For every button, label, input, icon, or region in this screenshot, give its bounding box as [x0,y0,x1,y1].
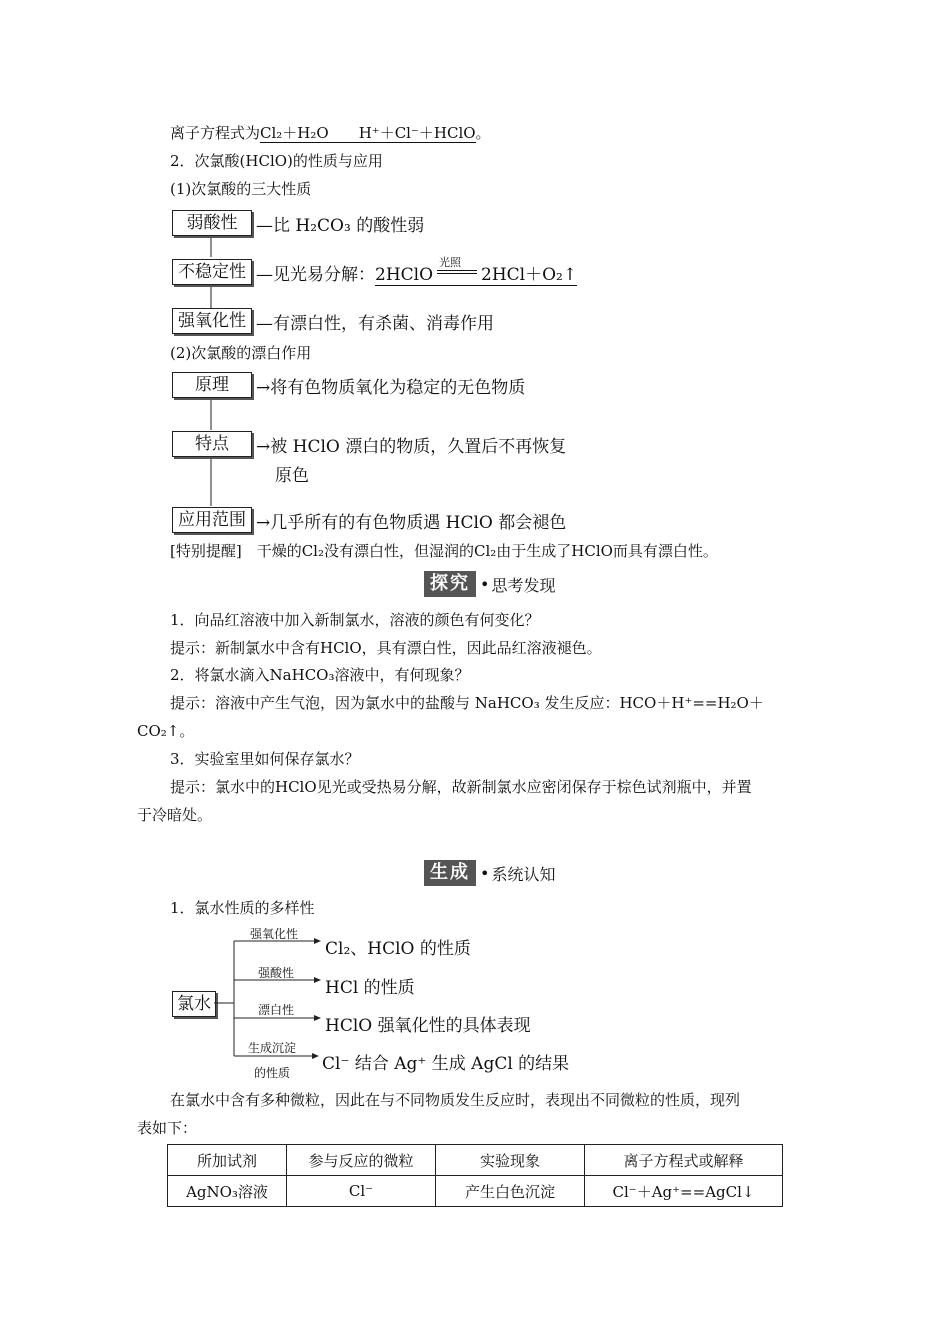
branch-label-oxidizing: 强氧化性 [250,927,299,941]
question-3: 3．实验室里如何保存氯水？ [170,750,360,768]
chlorine-water-center: 氯水 [172,991,216,1017]
property-text-unstable-line [256,256,578,285]
decomposition-equation: 2HClO 光照 2HCl＋O₂↑ [375,256,578,285]
branch-label-bleaching: 漂白性 [258,1003,295,1017]
explore-subtitle: 思考发现 [491,575,556,595]
table-header-particle: 参与反应的微粒 [287,1145,436,1176]
reaction-condition: 光照 [439,256,462,269]
bleaching-text-feature-cont: 原色 [275,466,309,486]
property-text-unstable: —见光易分解： [256,265,375,285]
table-header-phenomenon: 实验现象 [436,1145,585,1176]
bleaching-label-feature: 特点 [172,431,252,457]
bleaching-text-principle: →将有色物质氧化为稳定的无色物质 [256,378,526,398]
question-1: 1．向品红溶液中加入新制氯水，溶液的颜色有何变化？ [170,611,540,629]
branch-result-acid: HCl 的性质 [325,978,415,998]
branch-result-precipitate: Cl⁻ 结合 Ag⁺ 生成 AgCl 的结果 [322,1054,570,1074]
answer-2-line1: 提示：溶液中产生气泡，因为氯水中的盐酸与 NaHCO₃ 发生反应：HCO＋H⁺==H₂O＋ [170,694,764,712]
ion-equation: Cl₂＋H₂O H⁺＋Cl⁻＋HClO [260,124,476,142]
branch-label-precipitate: 生成沉淀 [248,1041,297,1055]
answer-2-line2: CO₂↑。 [137,722,195,740]
table-cell-particle: Cl⁻ [287,1176,436,1207]
reaction-table [167,1144,783,1207]
table-row [168,1176,783,1207]
property-label-weak-acid: 弱酸性 [172,210,252,236]
section-heading-hclo: 2．次氯酸(HClO)的性质与应用 [170,152,383,170]
bleaching-label-principle: 原理 [172,372,252,398]
generate-banner [424,860,555,886]
property-label-unstable: 不稳定性 [172,259,252,285]
bleaching-text-scope: →几乎所有的有色物质遇 HClO 都会褪色 [256,513,567,533]
ion-equation-prefix: 离子方程式为 [170,124,261,142]
generate-tag: 生成 [424,860,476,886]
bleaching-label-scope: 应用范围 [172,507,252,533]
branch-result-oxidizing: Cl₂、HClO 的性质 [325,939,471,959]
table-cell-reagent: AgNO₃溶液 [168,1176,287,1207]
explore-banner [424,571,555,597]
branch-label-acid: 强酸性 [258,966,295,980]
answer-1: 提示：新制氯水中含有HClO，具有漂白性，因此品红溶液褪色。 [170,639,602,657]
ion-equation-line [170,122,491,143]
property-label-oxidizing: 强氧化性 [172,308,252,334]
answer-3-line2: 于冷暗处。 [137,806,213,824]
question-2: 2．将氯水滴入NaHCO₃溶液中，有何现象？ [170,666,470,684]
table-cell-phenomenon: 产生白色沉淀 [436,1176,585,1207]
special-reminder: [特别提醒] 干燥的Cl₂没有漂白性，但湿润的Cl₂由于生成了HClO而具有漂白性。 [170,542,718,560]
branch-result-bleaching: HClO 强氧化性的具体表现 [325,1016,531,1036]
table-header-equation: 离子方程式或解释 [585,1145,783,1176]
generate-subtitle: 系统认知 [491,864,556,884]
answer-3-line1: 提示：氯水中的HClO见光或受热易分解，故新制氯水应密闭保存于棕色试剂瓶中，并置 [170,778,752,796]
table-header-reagent: 所加试剂 [168,1145,287,1176]
subheading-bleaching: (2)次氯酸的漂白作用 [170,344,312,362]
table-cell-equation: Cl⁻＋Ag⁺==AgCl↓ [585,1176,783,1207]
equals-with-condition [435,256,479,280]
property-text-oxidizing: —有漂白性，有杀菌、消毒作用 [256,314,494,334]
explore-tag: 探究 [424,571,476,597]
subheading-three-properties: (1)次氯酸的三大性质 [170,180,312,198]
generate-subtitle-dot: • [480,863,490,883]
particles-paragraph-line2: 表如下： [137,1119,198,1137]
diversity-heading: 1．氯水性质的多样性 [170,899,315,917]
property-text-weak-acid: —比 H₂CO₃ 的酸性弱 [256,216,425,236]
explore-subtitle-dot: • [480,574,490,594]
ion-equation-end: 。 [475,124,491,142]
bleaching-text-feature: →被 HClO 漂白的物质，久置后不再恢复 [256,437,567,457]
table-header-row [168,1145,783,1176]
branch-label-precipitate-cont: 的性质 [254,1066,291,1080]
double-line-icon [437,270,477,274]
particles-paragraph-line1: 在氯水中含有多种微粒，因此在与不同物质发生反应时，表现出不同微粒的性质，现列 [170,1091,741,1109]
